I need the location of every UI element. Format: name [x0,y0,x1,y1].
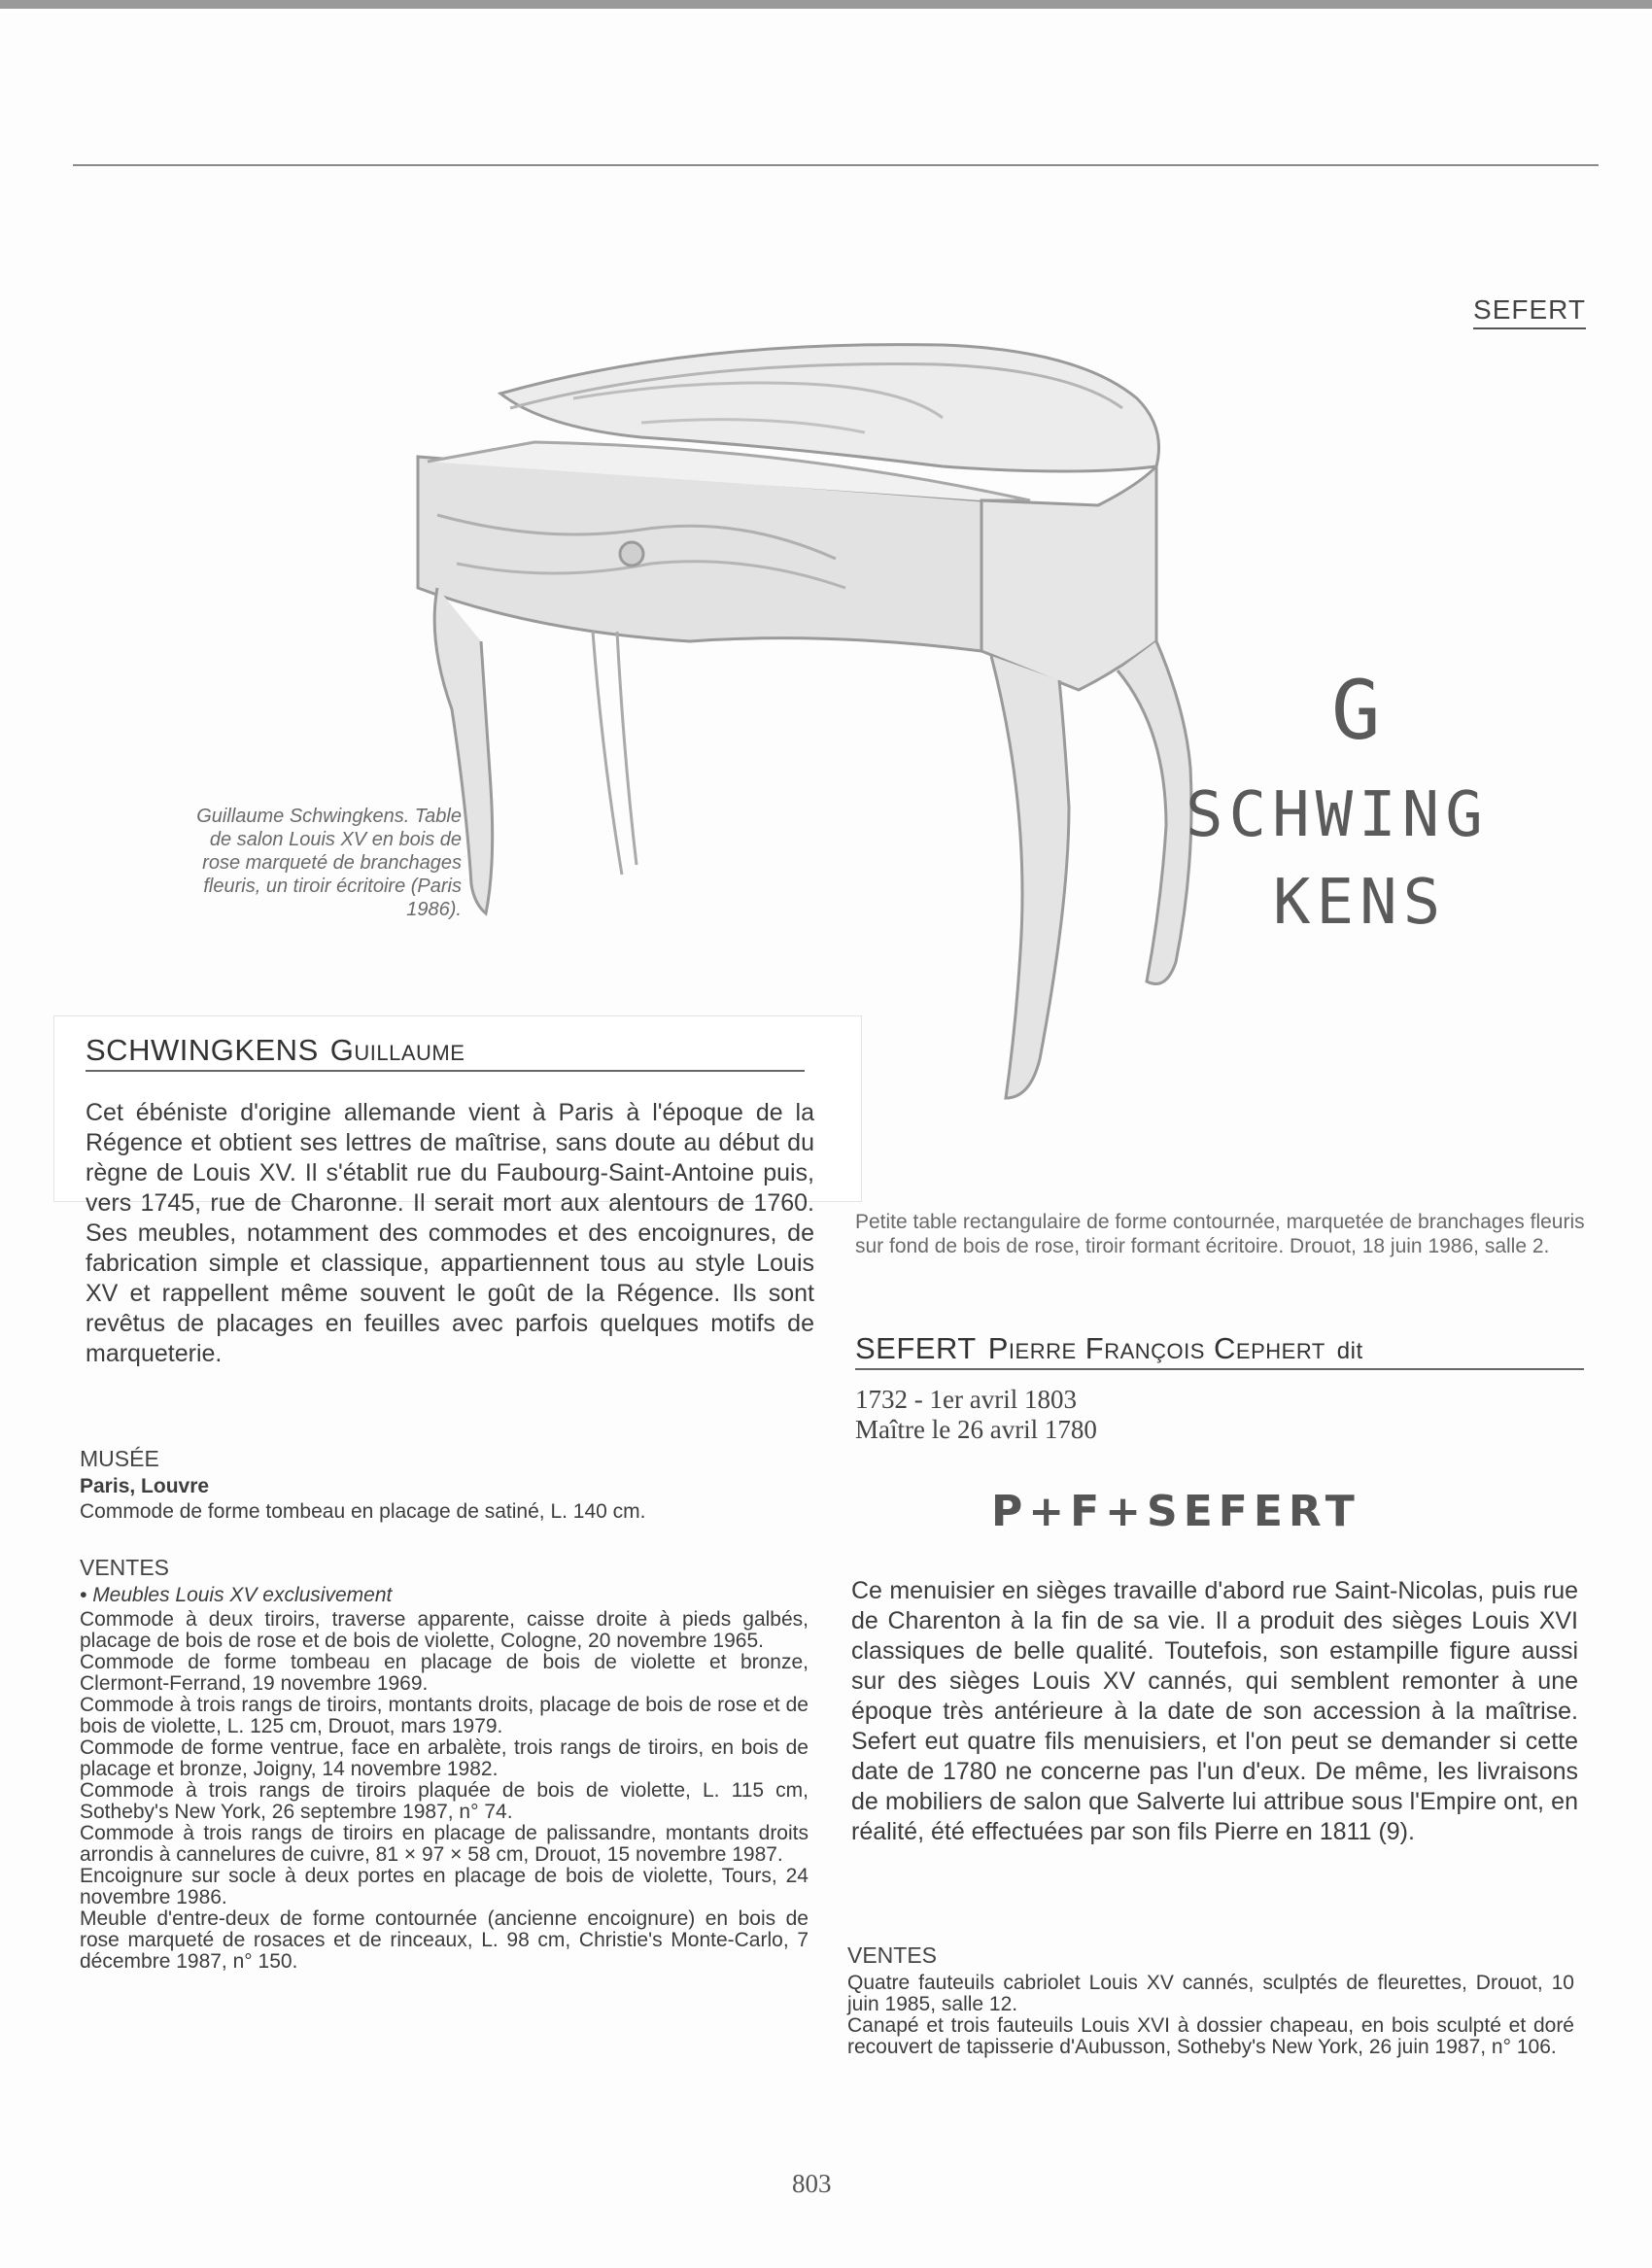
vente-item: Commode de forme tombeau en placage de bois de violette et bronze, Clermont-Ferrand, 19 novembre 1969. [80,1651,809,1695]
left-figure-caption: Guillaume Schwingkens. Table de salon Louis XV en bois de rose marqueté de branchages fleuris, un tiroir écritoire (Paris 1986). [196,806,462,920]
vente-item: Commode de forme ventrue, face en arbalète, trois rangs de tiroirs, en bois de placage et bronze, Joigny, 14 novembre 1982. [80,1736,809,1780]
scan-edge [0,0,1652,9]
sefert-bio: Ce menuisier en sièges travaille d'abord rue Saint-Nicolas, puis rue de Charenton à la fin de sa vie. Il a produit des sièges Louis XVI classiques de belle qualité. Toutefois, son estampille figure aussi sur des sièges Louis XV cannés, qui semblent remonter à une époque très antérieure à la date de son accession à la maîtrise. Sefert eut quatre fils menuisiers, et l'on peut se demander si cette date de 1780 ne concerne pas l'un d'eux. De même, les livraisons de mobiliers de salon que Salverte lui attribue sous l'Empire ont, en réalité, été effectuées par son fils Pierre en 1811 (9). [851,1577,1578,1845]
musee-place: Paris, Louvre [80,1475,210,1497]
entry-given-name: Guillaume [329,1033,465,1067]
musee-item: Commode de forme tombeau en placage de satiné, L. 140 cm. [80,1500,646,1523]
ventes-subheading: • Meubles Louis XV exclusivement [80,1584,393,1606]
right-figure-caption: Petite table rectangulaire de forme contournée, marquetée de branchages fleuris sur fond de bois de rose, tiroir formant écritoire. Drouot, 18 juin 1986, salle 2. [855,1211,1585,1257]
sefert-ventes-list [847,1973,1574,2058]
entry-given-name: Pierre François Cephert [987,1331,1325,1365]
svg-text:SCHWING: SCHWING [1186,779,1489,851]
signature-schwingkens [1147,661,1613,943]
entry-surname: SEFERT [855,1331,977,1365]
vente-item: Commode à trois rangs de tiroirs en placage de palissandre, montants droits arrondis à cannelures de cuivre, 81 × 97 × 58 cm, Drouot, 15 novembre 1987. [80,1822,809,1866]
running-head: SEFERT [1473,294,1586,329]
vente-item: Meuble d'entre-deux de forme contournée (ancienne encoignure) en bois de rose marqueté de rosaces et de rinceaux, L. 98 cm, Christie's Monte-Carlo, 7 décembre 1987, n° 150. [80,1907,809,1973]
vente-item: Encoignure sur socle à deux portes en placage de bois de violette, Tours, 24 novembre 1986. [80,1865,809,1908]
schwingkens-heading [86,1033,805,1072]
sefert-heading [855,1331,1584,1370]
ventes-label: VENTES [80,1555,170,1580]
entry-dit: dit [1336,1338,1363,1364]
sefert-stamp: P+F+SEFERT [991,1487,1360,1536]
vente-item: Commode à trois rangs de tiroirs, montants droits, placage de bois de rose et de bois de violette, L. 125 cm, Drouot, mars 1979. [80,1694,809,1737]
page-number: 803 [792,2169,832,2198]
top-rule [73,164,1599,166]
entry-rule [86,1070,805,1072]
vente-item: Commode à deux tiroirs, traverse apparente, caisse droite à pieds galbés, placage de bois de rose et de bois de violette, Cologne, 20 novembre 1965. [80,1608,809,1652]
musee-label: MUSÉE [80,1446,159,1471]
schwingkens-bio: Cet ébéniste d'origine allemande vient à Paris à l'époque de la Régence et obtient ses lettres de maîtrise, sans doute au début du règne de Louis XV. Il s'établit rue du Faubourg-Saint-Antoine puis, vers 1745, rue de Charonne. Il serait mort aux alentours de 1760. Ses meubles, notamment des commodes et des encoignures, de fabrication simple et classique, appartiennent tous au style Louis XV et rappellent même souvent le goût de la Régence. Ils sont revêtus de placages en feuilles avec parfois quelques motifs de marqueterie. [86,1099,814,1367]
vente-item: Quatre fauteuils cabriolet Louis XV cannés, sculptés de fleurettes, Drouot, 10 juin 1985, salle 12. [847,1972,1574,2015]
sefert-ventes-label: VENTES [847,1942,938,1968]
svg-text:KENS: KENS [1273,867,1447,939]
entry-surname: SCHWINGKENS [86,1033,319,1067]
sefert-maitre-date: Maître le 26 avril 1780 [855,1415,1097,1444]
vente-item: Commode à trois rangs de tiroirs plaquée de bois de violette, L. 115 cm, Sotheby's New York, 26 septembre 1987, n° 74. [80,1779,809,1823]
svg-text:G: G [1331,663,1381,758]
entry-rule [855,1368,1584,1370]
schwingkens-ventes-list [80,1609,809,1973]
vente-item: Canapé et trois fauteuils Louis XVI à dossier chapeau, en bois sculpté et doré recouvert de tapisserie d'Aubusson, Sotheby's New York, 26 juin 1987, n° 106. [847,2014,1574,2058]
sefert-life-dates: 1732 - 1er avril 1803 [855,1385,1077,1414]
